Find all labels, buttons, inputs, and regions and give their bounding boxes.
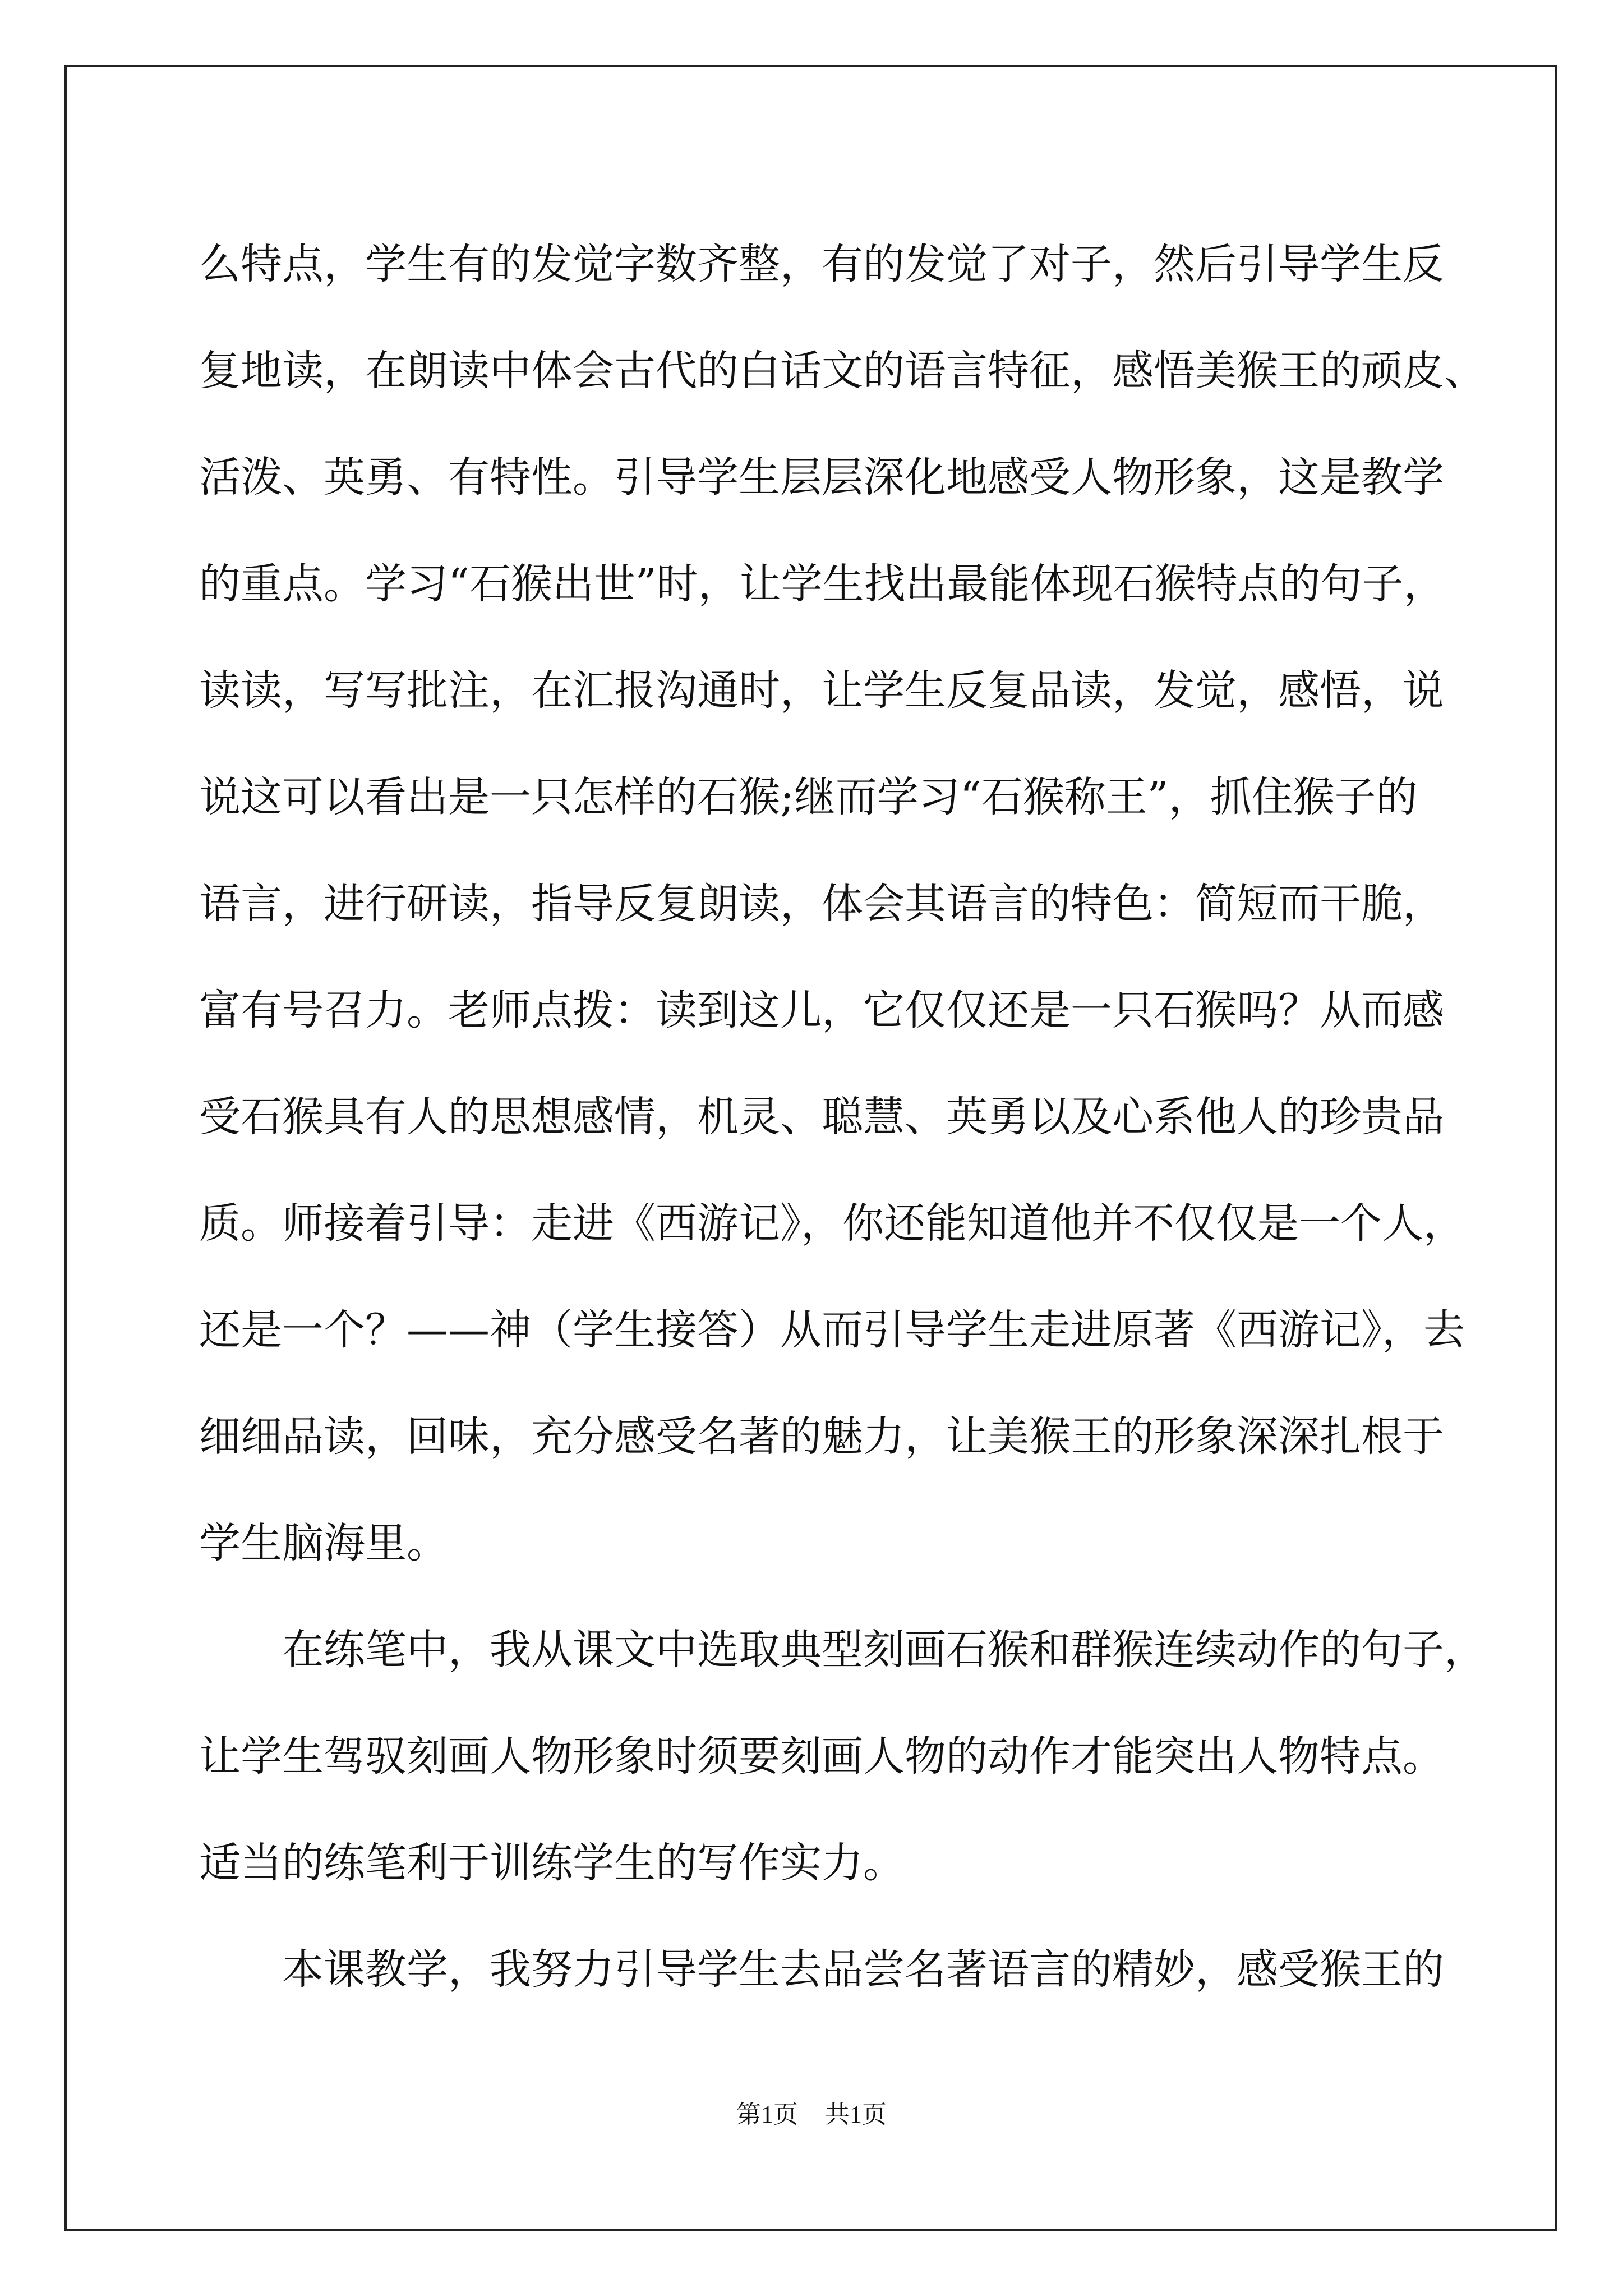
text-line: 活泼、英勇、有特性。引导学生层层深化地感受人物形象，这是教学 [199, 453, 1444, 501]
paragraph-first-line: 本课教学，我努力引导学生去品尝名著语言的精妙，感受猴王的 [282, 1945, 1444, 1994]
page-footer [0, 2098, 1623, 2132]
page-total: 共1页 [825, 2101, 887, 2128]
document-body [199, 211, 1486, 2023]
text-line: 适当的练笔利于训练学生的写作实力。 [199, 1839, 905, 1887]
text-line: 让学生驾驭刻画人物形象时须要刻画人物的动作才能突出人物特点。 [199, 1732, 1444, 1780]
text-line: 的重点。学习“石猴出世”时，让学生找出最能体现石猴特点的句子， [199, 560, 1445, 608]
text-line: 受石猴具有人的思想感情，机灵、聪慧、英勇以及心系他人的珍贵品 [199, 1093, 1444, 1141]
page-number: 第1页 [736, 2101, 798, 2128]
text-line: 读读，写写批注，在汇报沟通时，让学生反复品读，发觉，感悟，说 [199, 666, 1444, 715]
text-line: 么特点，学生有的发觉字数齐整，有的发觉了对子，然后引导学生反 [199, 240, 1444, 288]
text-line: 富有号召力。老师点拨：读到这儿，它仅仅还是一只石猴吗？从而感 [199, 986, 1444, 1034]
text-line: 语言，进行研读，指导反复朗读，体会其语言的特色：简短而干脆， [199, 880, 1444, 928]
text-line: 细细品读，回味，充分感受名著的魅力，让美猴王的形象深深扎根于 [199, 1412, 1444, 1461]
text-line: 说这可以看出是一只怎样的石猴;继而学习“石猴称王”，抓住猴子的 [199, 773, 1418, 821]
text-line: 复地读，在朗读中体会古代的白话文的语言特征，感悟美猴王的顽皮、 [199, 347, 1486, 395]
text-line: 学生脑海里。 [199, 1519, 448, 1567]
paragraph-first-line: 在练笔中，我从课文中选取典型刻画石猴和群猴连续动作的句子， [282, 1626, 1486, 1674]
text-line: 还是一个？——神（学生接答）从而引导学生走进原著《西游记》，去 [199, 1306, 1465, 1354]
text-line: 质。师接着引导：走进《西游记》，你还能知道他并不仅仅是一个人， [199, 1199, 1465, 1248]
